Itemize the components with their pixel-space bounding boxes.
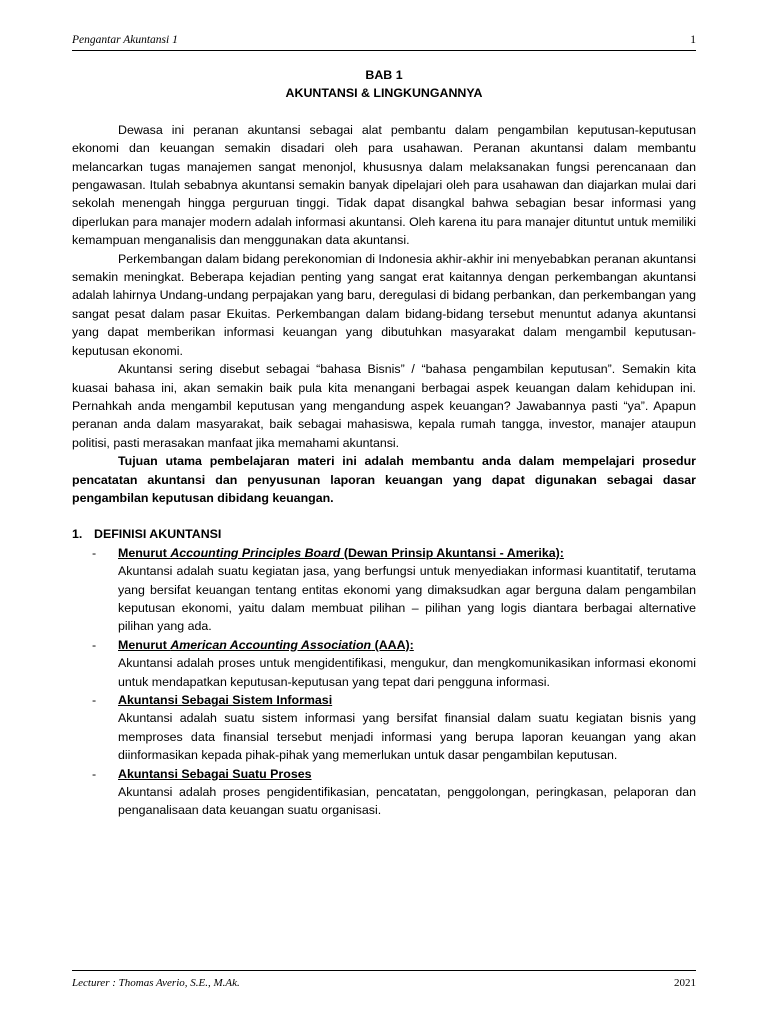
- definition-item: [72, 636, 696, 691]
- definition-heading: [118, 691, 696, 709]
- section-number: 1.: [72, 527, 83, 542]
- book-title: Pengantar Akuntansi 1: [72, 34, 178, 46]
- footer-year: 2021: [674, 977, 696, 989]
- definition-body: Akuntansi adalah proses untuk mengidentifikasi, mengukur, dan mengkomunikasikan informasi ekonomi untuk mendapatkan keputusan-keputusan yang tepat dari pengguna informasi.: [118, 656, 696, 689]
- heading-italic-source: Accounting Principles Board: [170, 545, 341, 560]
- definition-body: Akuntansi adalah suatu sistem informasi yang bersifat finansial dalam suatu kegiatan bisnis yang memproses data finansial tersebut menjadi informasi yang berupa laporan keuangan yang akan diinformasikan kepada pihak-pihak yang memerlukan untuk dasar pengambilan keputusan.: [118, 711, 696, 763]
- heading-prefix: Menurut: [118, 637, 171, 652]
- definition-heading: [118, 636, 696, 654]
- heading-prefix: Akuntansi Sebagai Sistem Informasi: [118, 693, 333, 707]
- definition-item: [72, 765, 696, 820]
- heading-suffix: (Dewan Prinsip Akuntansi - Amerika):: [340, 545, 564, 560]
- definition-body: Akuntansi adalah proses pengidentifikasian, pencatatan, penggolongan, peringkasan, pelaporan dan penganalisaan data keuangan suatu organisasi.: [118, 785, 696, 818]
- definition-heading: [118, 765, 696, 783]
- list-dash: -: [92, 545, 97, 560]
- page-content: [72, 66, 696, 820]
- definition-heading: [118, 544, 696, 562]
- definition-body: Akuntansi adalah suatu kegiatan jasa, yang berfungsi untuk menyediakan informasi kuantitatif, terutama yang bersifat keuangan tentang entitas ekonomi yang dimaksudkan agar berguna dalam pengambilan keputusan ekonomi, yaitu dalam membuat pilihan – pilihan yang logis diantara berbagai alternative pilihan yang ada.: [118, 564, 696, 634]
- chapter-label: BAB 1: [365, 68, 403, 82]
- heading-suffix: (AAA):: [371, 637, 414, 652]
- definition-item: [72, 544, 696, 636]
- heading-italic-source: American Accounting Association: [170, 637, 372, 652]
- heading-prefix: Akuntansi Sebagai Suatu Proses: [118, 766, 312, 781]
- list-dash: -: [92, 637, 97, 652]
- running-header: [72, 34, 696, 51]
- section-title: DEFINISI AKUNTANSI: [94, 527, 222, 542]
- chapter-title: AKUNTANSI & LINGKUNGANNYA: [285, 86, 483, 101]
- intro-paragraph-3: Akuntansi sering disebut sebagai “bahasa Bisnis” / “bahasa pengambilan keputusan”. Semakin kita kuasai bahasa ini, akan semakin baik pula kita menangani berbagai aspek keuangan dalam kehidupan ini. Pernahkah anda mengambil keputusan yang mengandung aspek keuangan? Jawabannya pasti “ya”. Apapun peranan anda dalam masyarakat, baik sebagai mahasiswa, kepala rumah tangga, investor, manajer ataupun politisi, pasti merasakan manfaat jika memahami akuntansi.: [72, 362, 696, 450]
- lecturer-credit: Lecturer : Thomas Averio, S.E., M.Ak.: [72, 977, 240, 989]
- list-dash: -: [92, 766, 97, 781]
- heading-prefix: Menurut: [118, 545, 171, 560]
- definition-item: [72, 691, 696, 765]
- page-number: 1: [690, 34, 696, 46]
- section-heading: [72, 525, 696, 543]
- page-footer: [72, 970, 696, 989]
- intro-paragraph-2: Perkembangan dalam bidang perekonomian di Indonesia akhir-akhir ini menyebabkan peranan akuntansi semakin meningkat. Beberapa kejadian penting yang sangat erat kaitannya dengan perkembangan akuntansi adalah lahirnya Undang-undang perpajakan yang baru, deregulasi di bidang perbankan, dan perkembangan yang sangat pesat dalam pasar Ekuitas. Perkembangan dalam bidang-bidang tersebut menuntut adanya akuntansi yang dapat memberikan informasi keuangan yang dibutuhkan masyarakat dalam mengambil keputusan-keputusan ekonomi.: [72, 251, 696, 358]
- intro-paragraph-1: Dewasa ini peranan akuntansi sebagai alat pembantu dalam pengambilan keputusan-keputusan ekonomi dan keuangan semakin disadari oleh para usahawan. Peranan akuntansi dalam membantu melancarkan tugas manajemen sangat menonjol, khususnya dalam melaksanakan fungsi perencanaan dan pengawasan. Itulah sebabnya akuntansi semakin banyak dipelajari oleh para usahawan dan diajarkan mulai dari sekolah menengah hingga perguruan tinggi. Tidak dapat disangkal bahwa sebagian besar informasi yang diperlukan para manajer modern adalah informasi akuntansi. Oleh karena itu para manajer dituntut untuk memiliki kemampuan menganalisis dan menggunakan data akuntansi.: [72, 122, 696, 248]
- list-dash: -: [92, 693, 97, 707]
- learning-objective: Tujuan utama pembelajaran materi ini adalah membantu anda dalam mempelajari prosedur pencatatan akuntansi dan penyusunan laporan keuangan yang dapat digunakan sebagai dasar pengambilan keputusan dibidang keuangan.: [72, 454, 696, 505]
